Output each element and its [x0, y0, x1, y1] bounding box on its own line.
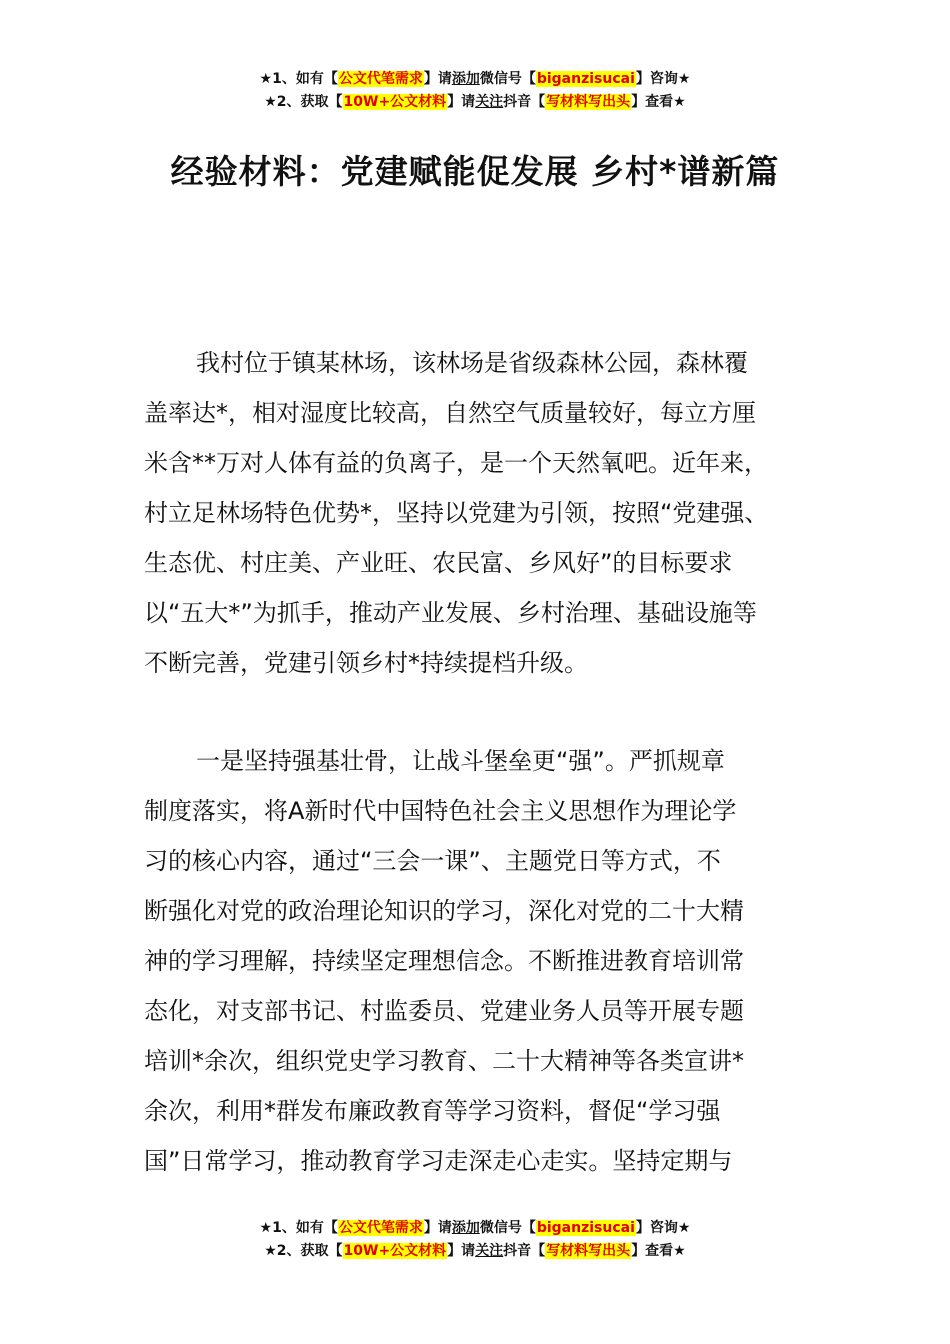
- underlined-text: 关注: [475, 1243, 504, 1259]
- highlight-materials: 10W+公文材料: [343, 94, 447, 110]
- banner-line-2: [0, 1240, 950, 1263]
- highlight-wechat-id: biganzisucai: [536, 71, 635, 87]
- banner-text: ★2、获取【: [264, 1243, 343, 1259]
- banner-text: 】查看★: [631, 1243, 686, 1259]
- paragraph-line: 神的学习理解，持续坚定理想信念。不断推进教育培训常: [144, 947, 744, 975]
- banner-text: ★1、如有【: [259, 71, 338, 87]
- paragraph-line: 我村位于镇某林场，该林场是省级森林公园，森林覆: [196, 349, 748, 377]
- paragraph-line: 态化，对支部书记、村监委员、党建业务人员等开展专题: [144, 997, 744, 1025]
- underlined-text: 关注: [475, 94, 504, 110]
- banner-text: 】查看★: [631, 94, 686, 110]
- banner-text: 】请: [447, 94, 476, 110]
- banner-text: 】咨询★: [635, 71, 691, 87]
- banner-text: 】请: [447, 1243, 476, 1259]
- banner-text: 】请: [423, 71, 452, 87]
- banner-text: 】咨询★: [635, 1220, 691, 1236]
- banner-line-2: [0, 91, 950, 114]
- highlight-service: 公文代笔需求: [338, 71, 423, 87]
- header-banner: [0, 68, 950, 114]
- banner-text: 微信号【: [479, 1220, 536, 1236]
- paragraph-line: 习的核心内容，通过“三会一课”、主题党日等方式，不: [144, 847, 721, 875]
- underlined-text: 添加: [451, 1220, 480, 1236]
- paragraph-line: 以“五大*”为抓手，推动产业发展、乡村治理、基础设施等: [144, 599, 757, 627]
- paragraph-line: 不断完善，党建引领乡村*持续提档升级。: [144, 649, 588, 677]
- paragraph-line: 一是坚持强基壮骨，让战斗堡垒更“强”。严抓规章: [196, 747, 725, 775]
- paragraph-line: 盖率达*，相对湿度比较高，自然空气质量较好，每立方厘: [144, 399, 756, 427]
- banner-text: ★2、获取【: [264, 94, 343, 110]
- paragraph-line: 米含**万对人体有益的负离子，是一个天然氧吧。近年来，: [144, 449, 768, 477]
- paragraph-line: 断强化对党的政治理论知识的学习，深化对党的二十大精: [144, 897, 744, 925]
- highlight-douyin-account: 写材料写出头: [546, 1243, 631, 1259]
- paragraph-line: 余次，利用*群发布廉政教育等学习资料，督促“学习强: [144, 1097, 721, 1125]
- paragraph-line: 村立足林场特色优势*，坚持以党建为引领，按照“党建强、: [144, 499, 769, 527]
- footer-banner: [0, 1217, 950, 1263]
- banner-text: 抖音【: [503, 1243, 546, 1259]
- underlined-text: 添加: [451, 71, 480, 87]
- banner-text: 】请: [423, 1220, 452, 1236]
- highlight-materials: 10W+公文材料: [343, 1243, 447, 1259]
- highlight-service: 公文代笔需求: [338, 1220, 423, 1236]
- highlight-douyin-account: 写材料写出头: [546, 94, 631, 110]
- paragraph-line: 培训*余次，组织党史学习教育、二十大精神等各类宣讲*: [144, 1047, 744, 1075]
- paragraph-intro: [144, 338, 834, 688]
- paragraph-line: 国”日常学习，推动教育学习走深走心走实。坚持定期与: [144, 1147, 733, 1175]
- banner-text: 微信号【: [479, 71, 536, 87]
- banner-line-1: [0, 1217, 950, 1240]
- highlight-wechat-id: biganzisucai: [536, 1220, 635, 1236]
- banner-line-1: [0, 68, 950, 91]
- banner-text: 抖音【: [503, 94, 546, 110]
- banner-text: ★1、如有【: [259, 1220, 338, 1236]
- paragraph-line: 生态优、村庄美、产业旺、农民富、乡风好”的目标要求: [144, 549, 733, 577]
- paragraph-point-one: [144, 736, 834, 1186]
- document-title: 经验材料：党建赋能促发展 乡村*谱新篇: [170, 152, 780, 191]
- paragraph-line: 制度落实，将A新时代中国特色社会主义思想作为理论学: [144, 797, 737, 825]
